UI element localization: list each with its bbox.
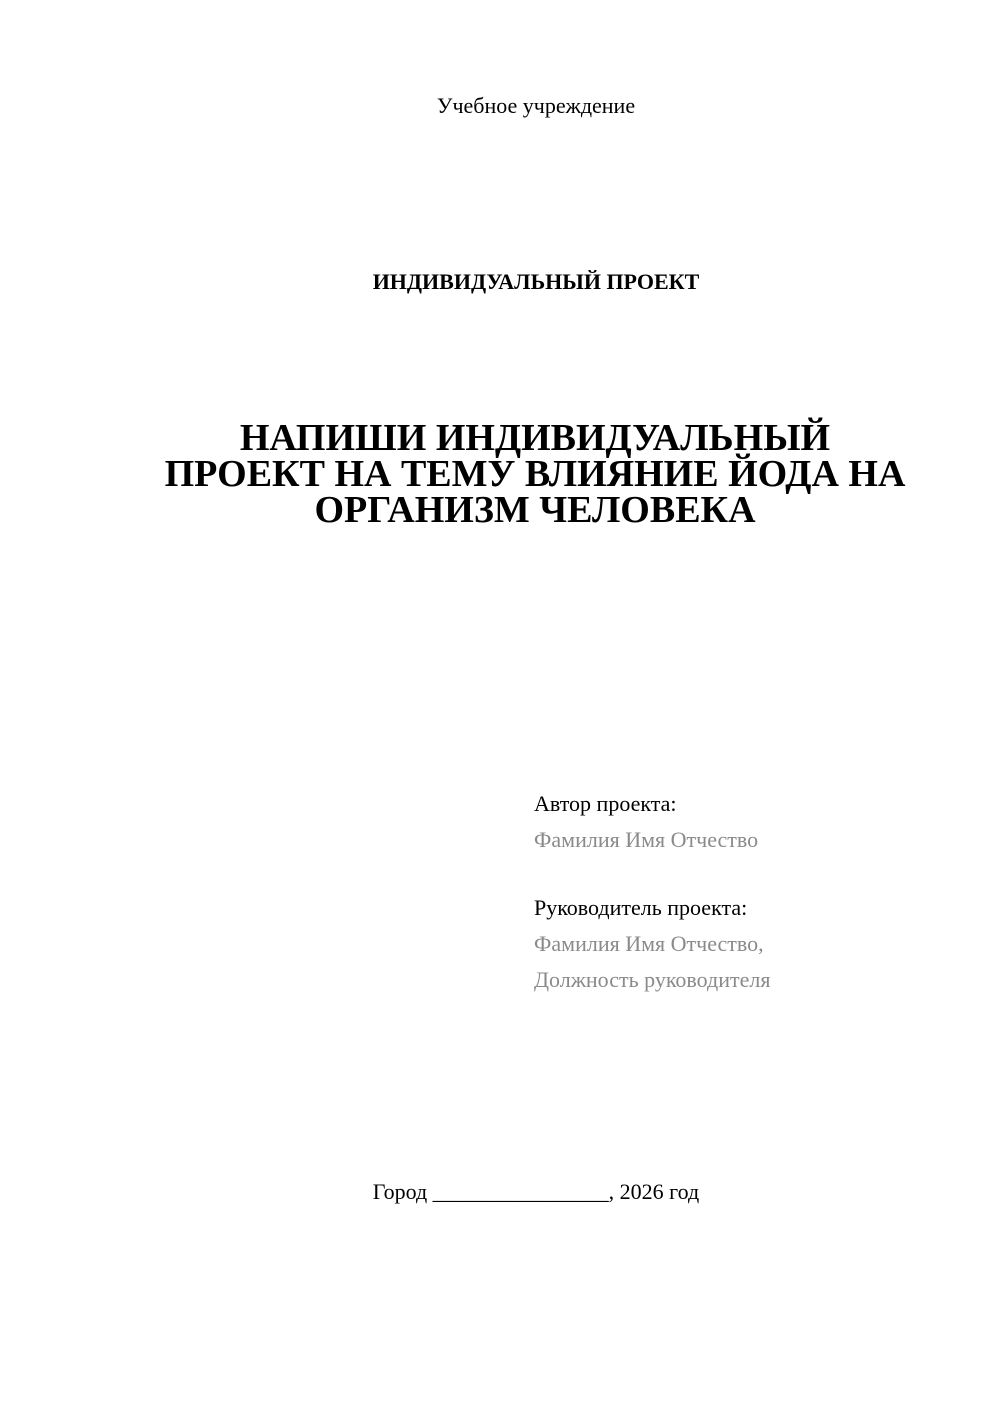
institution-name: Учебное учреждение — [436, 93, 636, 118]
city-year-line: Город ________________, 2026 год — [372, 1179, 700, 1204]
supervisor-label: Руководитель проекта: — [534, 895, 748, 920]
project-title-line: НАПИШИ ИНДИВИДУАЛЬНЫЙ — [239, 417, 831, 459]
author-name: Фамилия Имя Отчество — [534, 827, 759, 852]
project-type-heading: ИНДИВИДУАЛЬНЫЙ ПРОЕКТ — [372, 269, 700, 294]
supervisor-block — [534, 890, 974, 998]
project-title-line: ОРГАНИЗМ ЧЕЛОВЕКА — [314, 489, 756, 531]
author-block — [534, 786, 974, 858]
supervisor-position: Должность руководителя — [534, 967, 771, 992]
author-label: Автор проекта: — [534, 791, 677, 816]
supervisor-name: Фамилия Имя Отчество, — [534, 931, 764, 956]
project-title — [150, 417, 920, 531]
project-title-line: ПРОЕКТ НА ТЕМУ ВЛИЯНИЕ ЙОДА НА — [164, 453, 906, 495]
